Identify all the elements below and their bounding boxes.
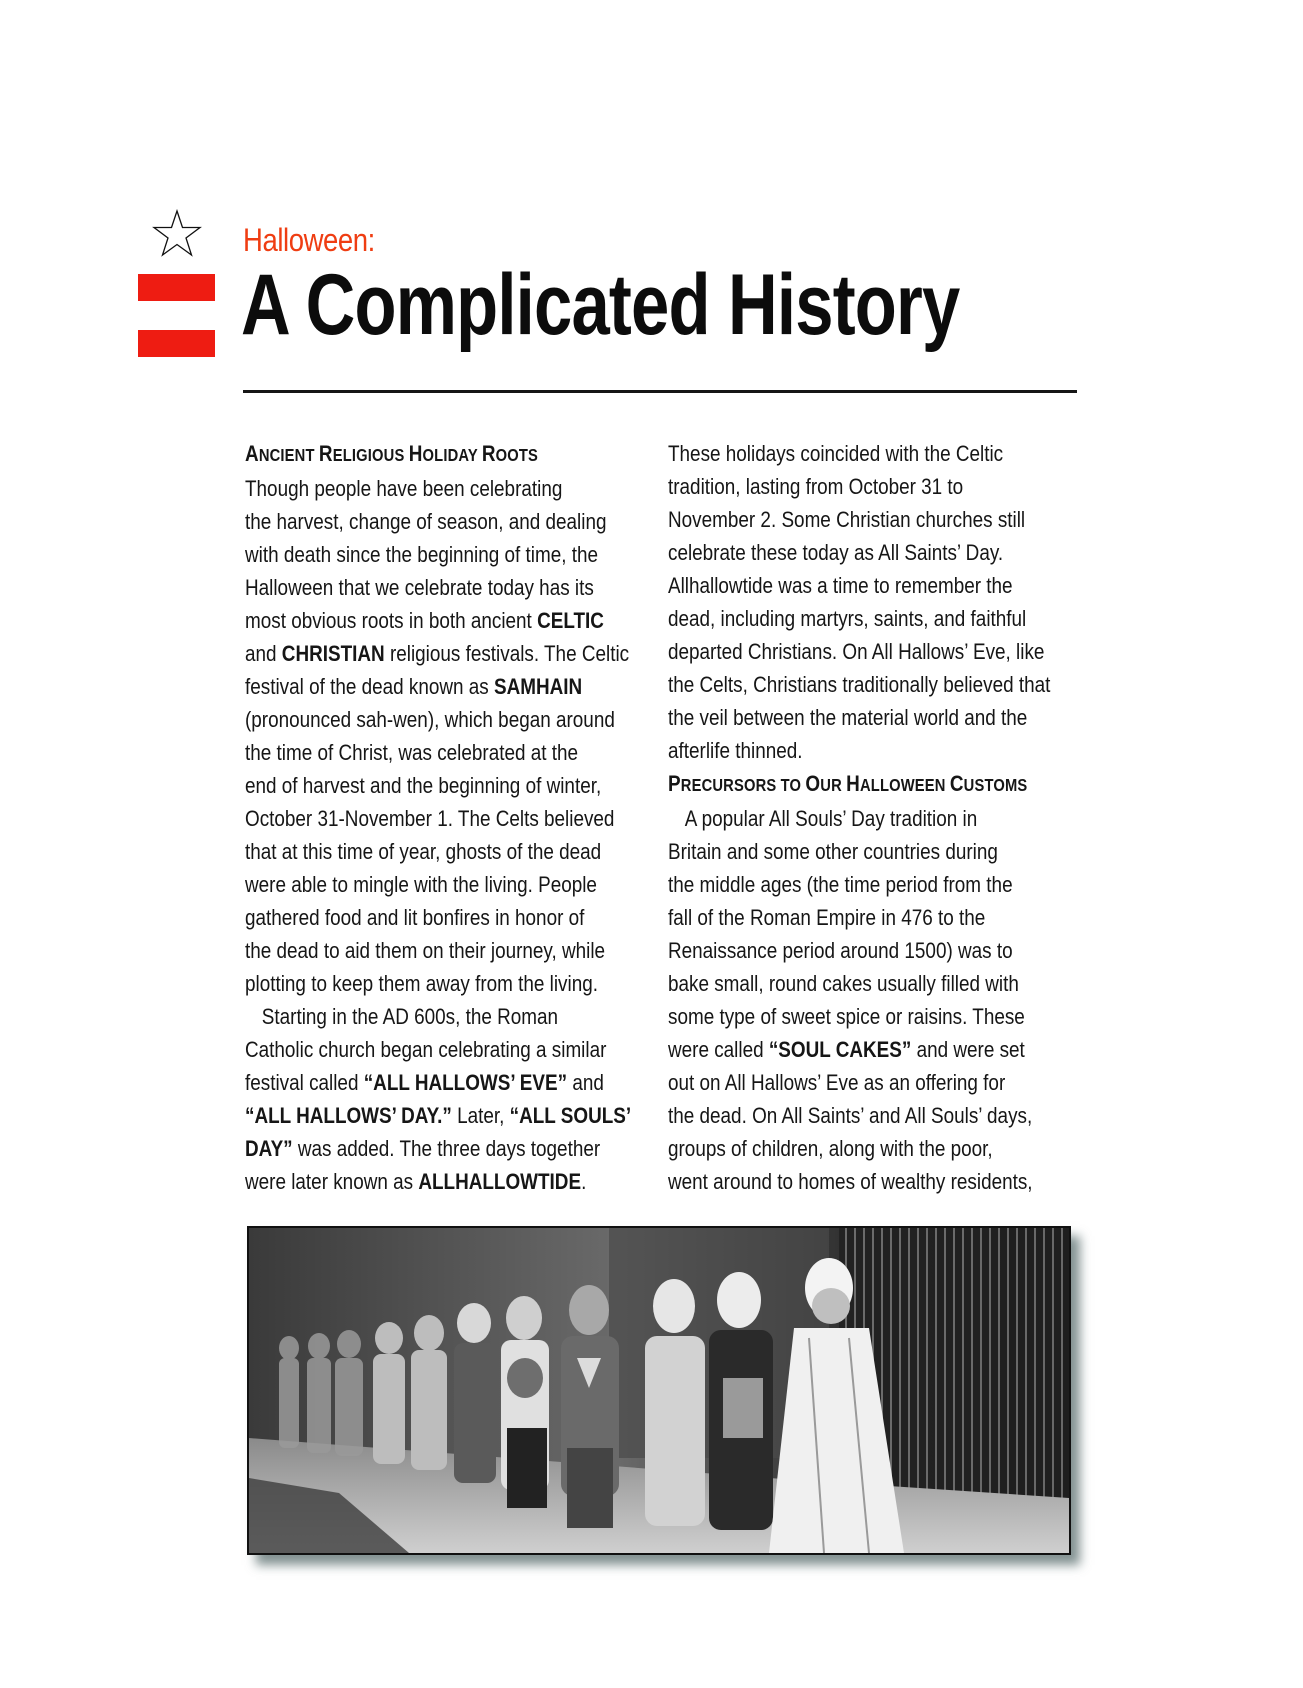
body-text: gathered food and lit bonfires in honor of (245, 905, 585, 930)
column-1-line (245, 1033, 607, 1066)
column-1-line (245, 637, 630, 670)
body-text: were later known as (245, 1169, 419, 1194)
column-1-line (245, 538, 599, 571)
emphasized-term: “ALL HALLOWS’ DAY.” (245, 1103, 452, 1128)
body-text: Though people have been celebrating (245, 476, 563, 501)
body-text: Later, (451, 1103, 510, 1128)
body-text: the harvest, change of season, and dealing (245, 509, 607, 534)
article-column-1 (245, 437, 645, 1198)
column-1-line (245, 934, 606, 967)
column-2-line (668, 503, 1026, 536)
column-1-line (245, 703, 615, 736)
body-text: was added. The three days together (292, 1136, 601, 1161)
body-text: October 31-November 1. The Celts believed (245, 806, 615, 831)
body-text: festival of the dead known as (245, 674, 495, 699)
red-stripe-top (138, 274, 215, 301)
title-divider (243, 390, 1077, 393)
column-1-line (245, 802, 615, 835)
emphasized-term: SAMHAIN (494, 674, 583, 699)
column-2-line (668, 802, 1004, 835)
column-1-line (245, 604, 604, 637)
body-text: the veil between the material world and the (668, 705, 1028, 730)
column-2-line (668, 1165, 1033, 1198)
column-1-line (245, 670, 581, 703)
body-text: These holidays coincided with the Celtic (668, 441, 1004, 466)
body-text: festival called (245, 1070, 364, 1095)
column-1-line (245, 967, 598, 1000)
star-outline-icon (152, 209, 202, 259)
body-text: out on All Hallows’ Eve as an offering for (668, 1070, 1006, 1095)
body-text: bake small, round cakes usually filled with (668, 971, 1019, 996)
body-text: went around to homes of wealthy residents, (668, 1169, 1033, 1194)
column-2-line (668, 1000, 1025, 1033)
emphasized-term: “ALL SOULS’ (509, 1103, 632, 1128)
column-2-line (668, 635, 1045, 668)
body-text: the dead to aid them on their journey, while (245, 938, 606, 963)
column-1-line (245, 505, 607, 538)
column-2-line (668, 1099, 1033, 1132)
red-stripe-bottom (138, 330, 215, 357)
emphasized-term: CELTIC (537, 608, 604, 633)
emphasized-term: “ALL HALLOWS’ EVE” (363, 1070, 568, 1095)
body-text: end of harvest and the beginning of winter, (245, 773, 602, 798)
column-2-line (668, 835, 1004, 868)
body-text: groups of children, along with the poor, (668, 1136, 993, 1161)
column-2-line (668, 569, 1013, 602)
column-1-line (245, 736, 581, 769)
emphasized-term: “SOUL CAKES” (768, 1037, 912, 1062)
body-text: Catholic church began celebrating a similar (245, 1037, 607, 1062)
halloween-costumes-photo (247, 1226, 1071, 1555)
column-2-line (668, 602, 1027, 635)
body-text: Halloween that we celebrate today has its (245, 575, 594, 600)
column-1-line (245, 901, 585, 934)
body-text: religious festivals. The Celtic (384, 641, 630, 666)
emphasized-term: ALLHALLOWTIDE (418, 1169, 582, 1194)
page-title: A Complicated History (241, 257, 960, 353)
body-text: the Celts, Christians traditionally believed that (668, 672, 1051, 697)
body-text: some type of sweet spice or raisins. These (668, 1004, 1025, 1029)
column-2-line (668, 1132, 1004, 1165)
body-text: the middle ages (the time period from the (668, 872, 1013, 897)
column-1-line (245, 1165, 587, 1198)
body-text: . (581, 1169, 587, 1194)
column-2-line (668, 934, 1013, 967)
section-heading-precursors: PRECURSORS TO OUR HALLOWEEN CUSTOMS (668, 771, 1028, 796)
body-text: with death since the beginning of time, the (245, 542, 599, 567)
column-2-line (668, 967, 1019, 1000)
body-text: were called (668, 1037, 769, 1062)
body-text: tradition, lasting from October 31 to (668, 474, 964, 499)
column-1-body (245, 472, 645, 1198)
emphasized-term: DAY” (245, 1136, 293, 1161)
column-1-line (245, 571, 594, 604)
body-text: and (245, 641, 282, 666)
column-1-line (245, 1132, 601, 1165)
body-text: the time of Christ, was celebrated at the (245, 740, 579, 765)
column-1-line (245, 868, 597, 901)
column-2-line (668, 1066, 1004, 1099)
body-text: and were set (911, 1037, 1025, 1062)
emphasized-term: CHRISTIAN (281, 641, 385, 666)
body-text: November 2. Some Christian churches still (668, 507, 1026, 532)
column-2-line (668, 868, 1013, 901)
column-2-line (668, 701, 1028, 734)
column-2-line (668, 470, 1004, 503)
column-2-line (668, 1033, 1025, 1066)
column-2-line (668, 536, 1004, 569)
column-2-body-intro (668, 437, 1068, 767)
body-text: the dead. On All Saints’ and All Souls’ days, (668, 1103, 1033, 1128)
column-1-line (245, 835, 602, 868)
body-text: A popular All Souls’ Day tradition in (684, 806, 978, 831)
column-2-line (668, 668, 1051, 701)
body-text: and (567, 1070, 604, 1095)
column-2-line (668, 437, 1004, 470)
photo-illustration (249, 1228, 1069, 1553)
body-text: Renaissance period around 1500) was to (668, 938, 1013, 963)
column-1-line (245, 1099, 632, 1132)
body-text: most obvious roots in both ancient (245, 608, 538, 633)
body-text: afterlife thinned. (668, 738, 803, 763)
body-text: were able to mingle with the living. People (245, 872, 597, 897)
body-text: that at this time of year, ghosts of the dead (245, 839, 602, 864)
column-2-line (668, 901, 1004, 934)
column-1-line (245, 1066, 604, 1099)
body-text: celebrate these today as All Saints’ Day. (668, 540, 1004, 565)
section-heading-ancient-roots: ANCIENT RELIGIOUS HOLIDAY ROOTS (245, 441, 539, 466)
body-text: Britain and some other countries during (668, 839, 998, 864)
body-text: Starting in the AD 600s, the Roman (261, 1004, 559, 1029)
article-column-2 (668, 437, 1068, 1198)
column-2-body-customs (668, 802, 1068, 1198)
column-1-line (245, 472, 581, 505)
body-text: plotting to keep them away from the living. (245, 971, 598, 996)
body-text: dead, including martyrs, saints, and faithful (668, 606, 1027, 631)
body-text: (pronounced sah-wen), which began around (245, 707, 615, 732)
title-kicker: Halloween: (243, 222, 375, 258)
column-1-line (245, 769, 602, 802)
column-2-line (668, 734, 1004, 767)
body-text: fall of the Roman Empire in 476 to the (668, 905, 986, 930)
body-text: departed Christians. On All Hallows’ Eve, like (668, 639, 1045, 664)
body-text: Allhallowtide was a time to remember the (668, 573, 1013, 598)
column-1-line (245, 1000, 581, 1033)
